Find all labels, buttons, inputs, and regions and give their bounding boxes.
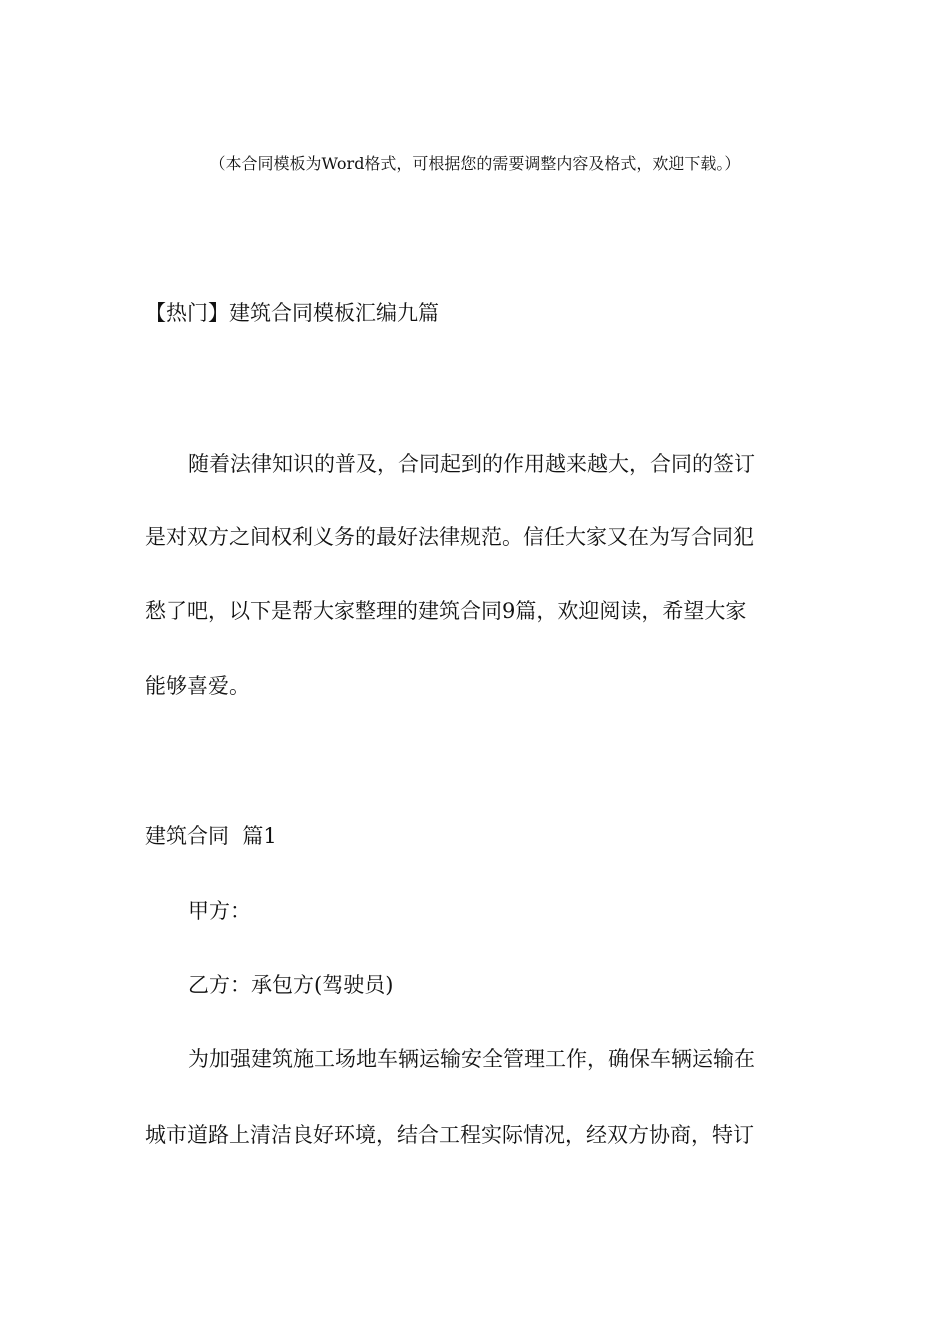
intro-line-1: 随着法律知识的普及，合同起到的作用越来越大，合同的签订 bbox=[188, 452, 755, 476]
intro-line-4: 能够喜爱。 bbox=[145, 674, 250, 698]
body-line-1: 为加强建筑施工场地车辆运输安全管理工作，确保车辆运输在 bbox=[188, 1047, 755, 1071]
party-a-line: 甲方： bbox=[188, 899, 251, 923]
section-heading: 建筑合同 篇1 bbox=[145, 824, 277, 848]
template-note: （本合同模板为Word格式，可根据您的需要调整内容及格式，欢迎下载。） bbox=[209, 154, 741, 173]
document-title: 【热门】建筑合同模板汇编九篇 bbox=[145, 301, 439, 325]
party-b-line: 乙方：承包方(驾驶员) bbox=[188, 973, 394, 997]
body-line-2: 城市道路上清洁良好环境，结合工程实际情况，经双方协商，特订 bbox=[145, 1123, 754, 1147]
intro-line-2: 是对双方之间权利义务的最好法律规范。信任大家又在为写合同犯 bbox=[145, 525, 754, 549]
intro-line-3: 愁了吧，以下是帮大家整理的建筑合同9篇，欢迎阅读，希望大家 bbox=[145, 599, 747, 623]
